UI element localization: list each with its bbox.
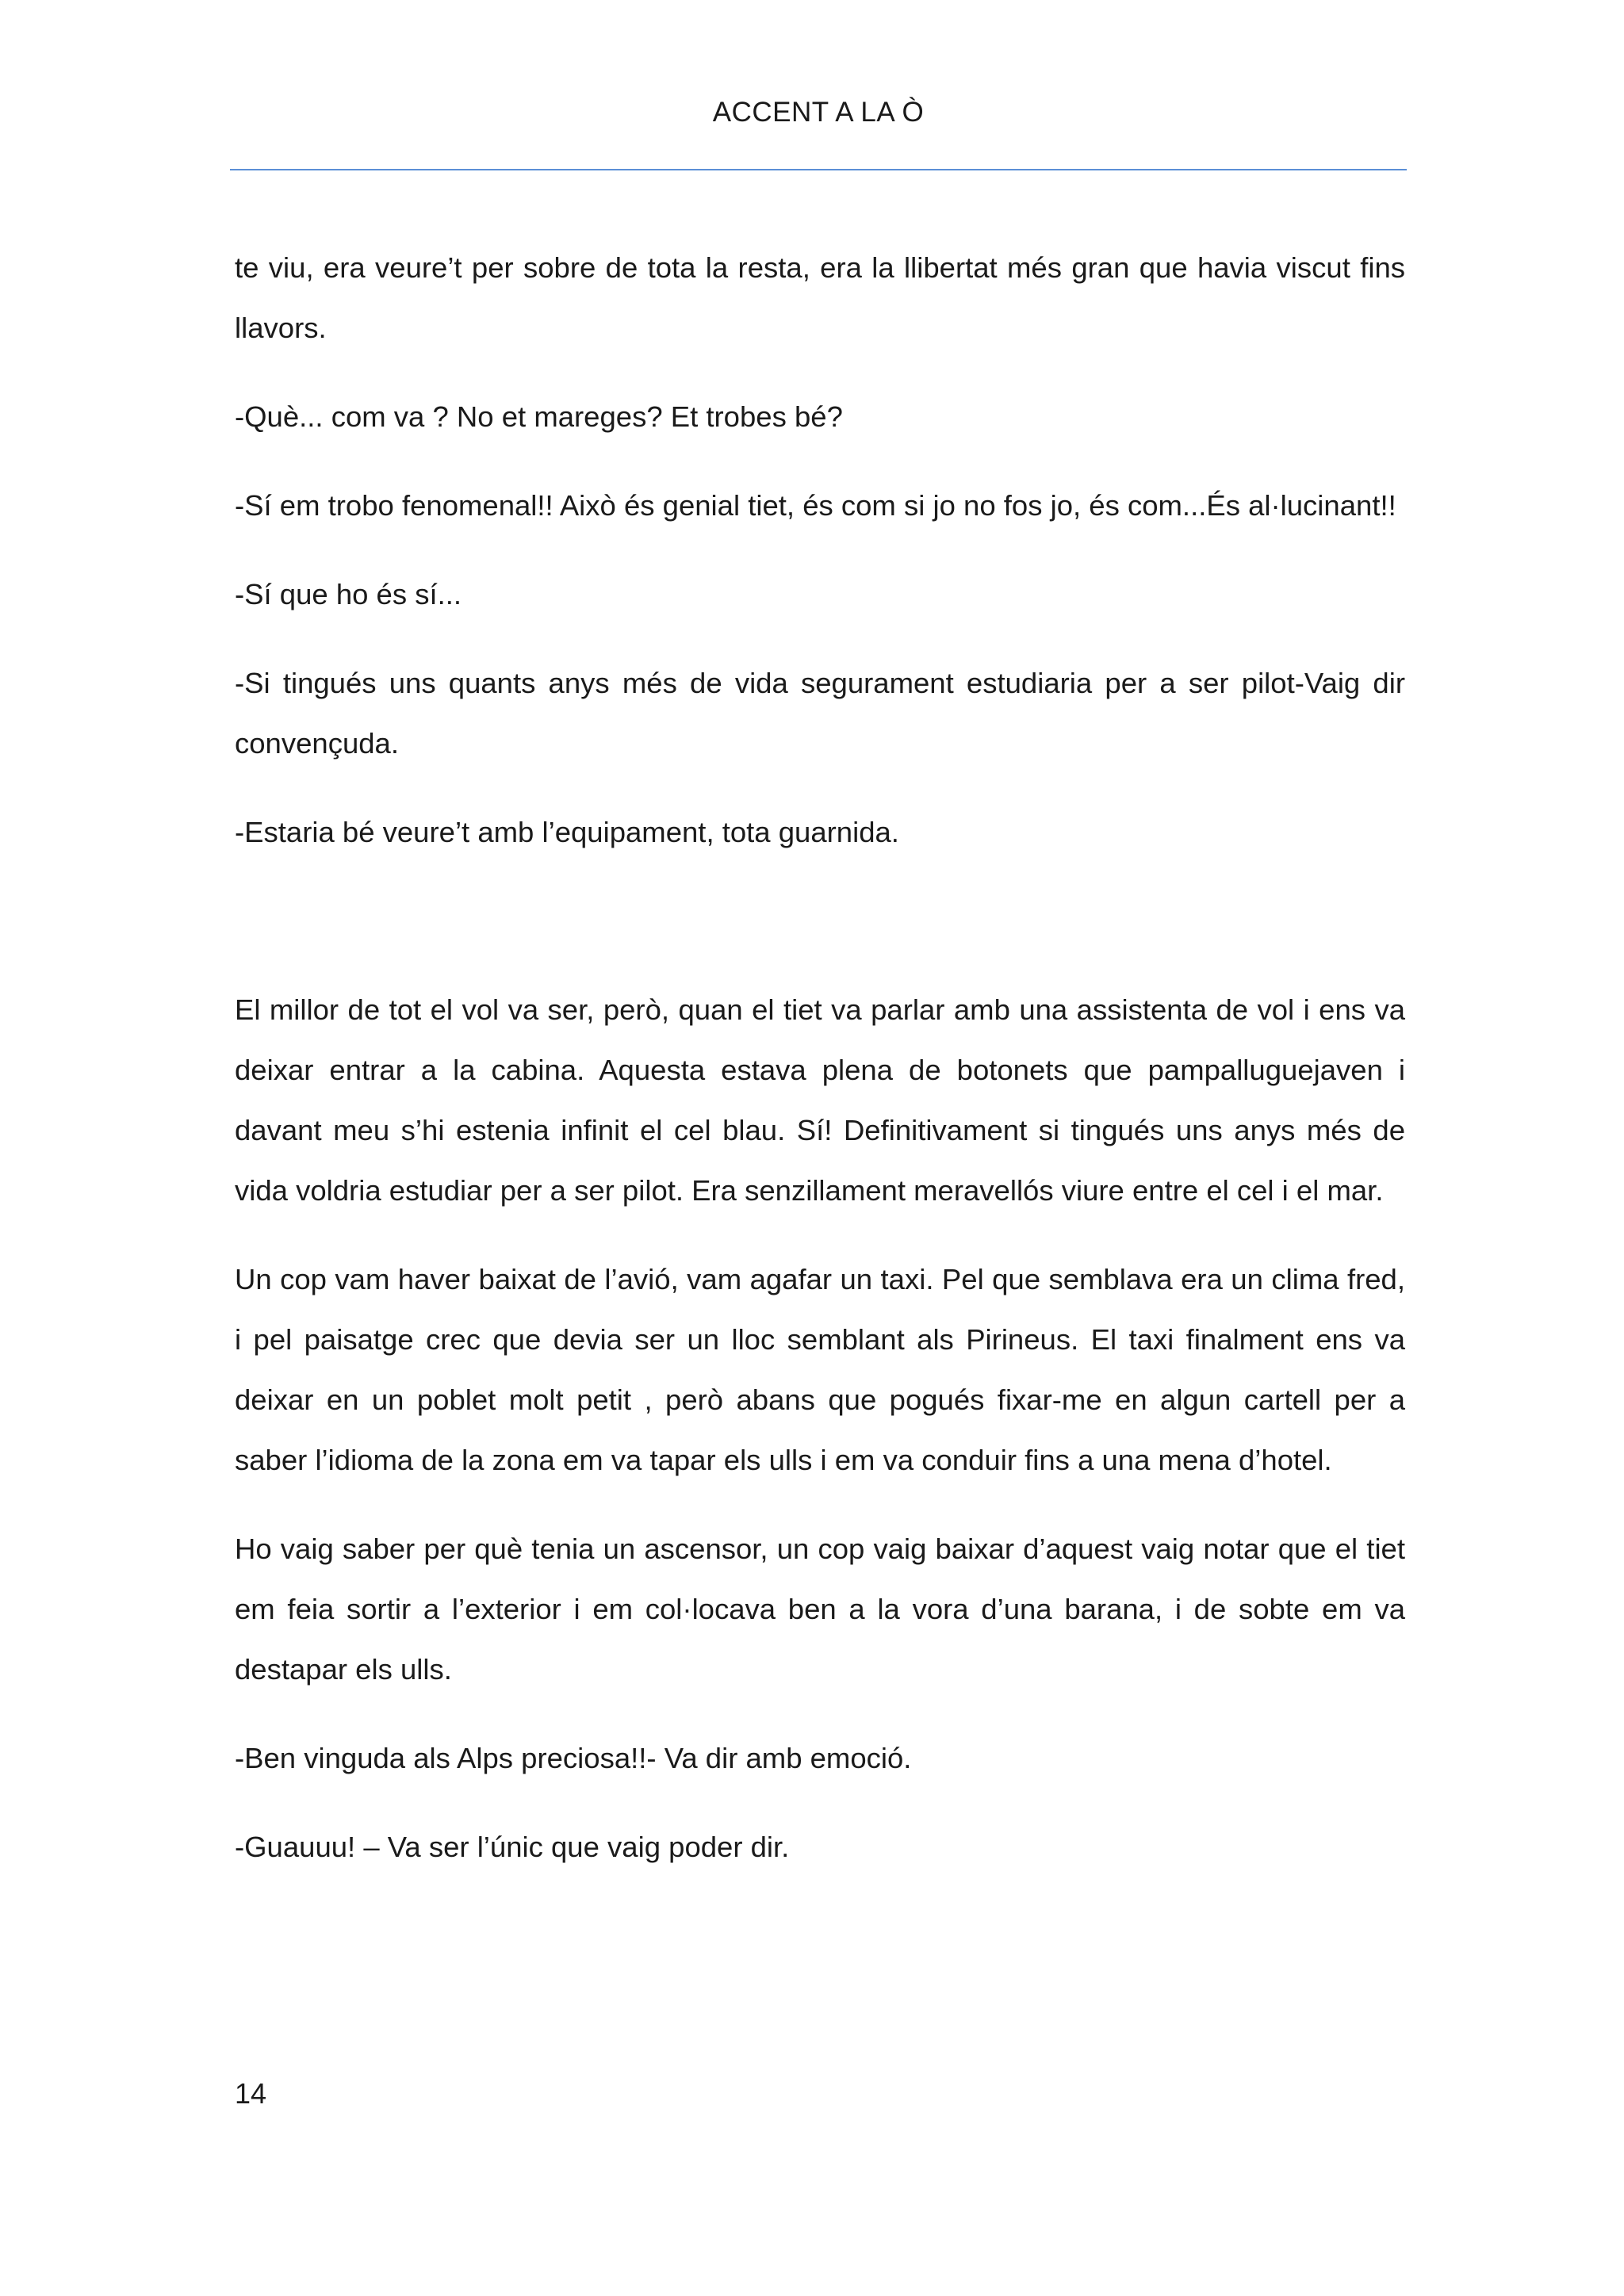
- header-divider: [230, 169, 1407, 170]
- paragraph: Un cop vam haver baixat de l’avió, vam agafar un taxi. Pel que semblava era un clima fred, i pel paisatge crec que devia ser un lloc semblant als Pirineus. El taxi finalment ens va deixar en un poblet molt petit , però abans que pogués fixar-me en algun cartell per a saber l’idioma de la zona em va tapar els ulls i em va conduir fins a una mena d’hotel.: [235, 1263, 1405, 1476]
- dialogue-line: -Guauuu! – Va ser l’únic que vaig poder dir.: [235, 1831, 790, 1863]
- running-header-title: ACCENT A LA Ò: [712, 97, 925, 128]
- section-break: [235, 891, 1405, 980]
- dialogue-line: -Sí que ho és sí...: [235, 578, 462, 610]
- paragraph: El millor de tot el vol va ser, però, quan el tiet va parlar amb una assistenta de vol i ens va deixar entrar a la cabina. Aquesta estava plena de botonets que pampalluguejaven i davant meu s’hi estenia infinit el cel blau. Sí! Definitivament si tingués uns anys més de vida voldria estudiar per a ser pilot. Era senzillament meravellós viure entre el cel i el mar.: [235, 993, 1405, 1207]
- dialogue-line: -Estaria bé veure’t amb l’equipament, tota guarnida.: [235, 816, 899, 848]
- paragraph: Ho vaig saber per què tenia un ascensor, un cop vaig baixar d’aquest vaig notar que el tiet em feia sortir a l’exterior i em col·locava ben a la vora d’una barana, i de sobte em va destapar els ulls.: [235, 1533, 1405, 1686]
- paragraph: te viu, era veure’t per sobre de tota la resta, era la llibertat més gran que havia viscut fins llavors.: [235, 251, 1405, 344]
- dialogue-line: -Què... com va ? No et mareges? Et trobes bé?: [235, 400, 843, 433]
- body-text: [235, 238, 1405, 1906]
- page-number: 14: [235, 2077, 267, 2110]
- dialogue-line: -Sí em trobo fenomenal!! Això és genial tiet, és com si jo no fos jo, és com...És al·lucinant!!: [235, 489, 1396, 522]
- dialogue-line: -Ben vinguda als Alps preciosa!!- Va dir amb emoció.: [235, 1742, 912, 1774]
- dialogue-line: -Si tingués uns quants anys més de vida segurament estudiaria per a ser pilot-Vaig dir convençuda.: [235, 667, 1405, 760]
